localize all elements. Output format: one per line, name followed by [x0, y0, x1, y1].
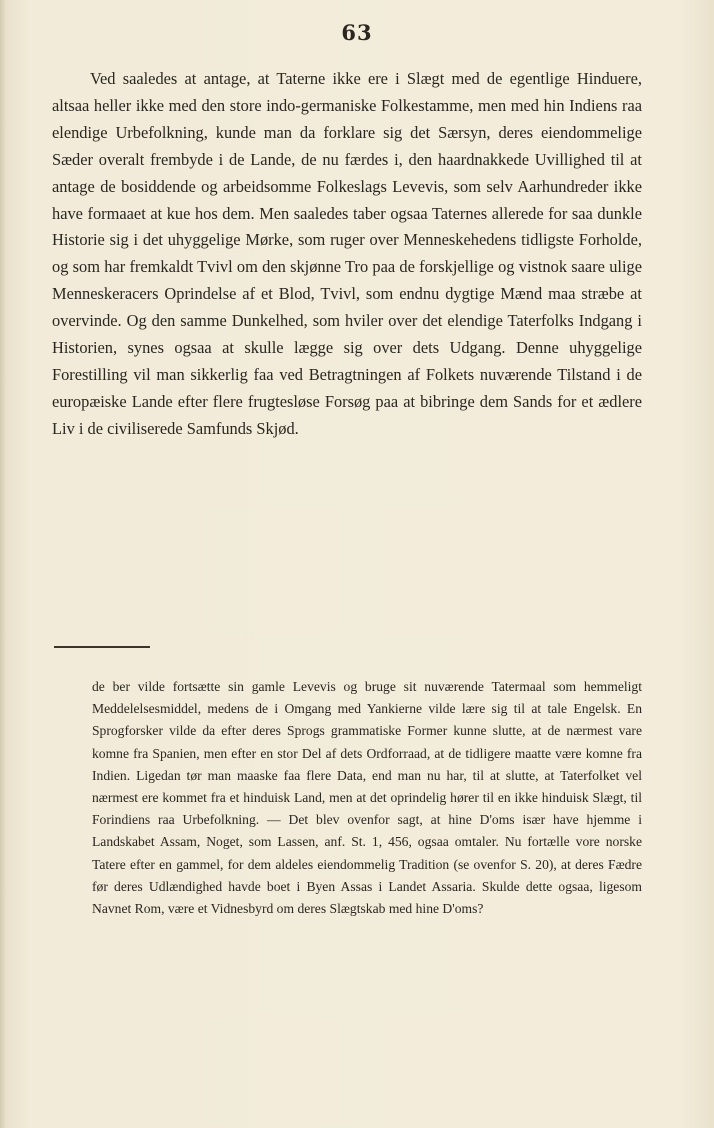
body-paragraph: Ved saaledes at antage, at Taterne ikke ere i Slægt med de egentlige Hinduere, altsaa heller ikke med den store indo-germaniske Folkestamme, men med hin Indiens raa elendige Urbefolkning, kunde man da forklare sig det Særsyn, deres eiendommelige Sæder overalt frembyde i de Lande, de nu færdes i, den haardnakkede Uvillighed til at antage de bosiddende og arbeidsomme Folkeslags Levevis, som selv Aarhundreder ikke have formaaet at kue hos dem. Men saaledes taber ogsaa Taternes allerede for saa dunkle Historie sig i det uhyggelige Mørke, som ruger over Menneskehedens tidligste Forholde, og som har fremkaldt Tvivl om den skjønne Tro paa de forskjellige og vistnok saare ulige Menneskeracers Oprindelse af et Blod, Tvivl, som endnu dygtige Mænd maa stræbe at overvinde. Og den samme Dunkelhed, som hviler over det elendige Taterfolks Indgang i Historien, synes ogsaa at skulle lægge sig over dets Udgang. Denne uhyggelige Forestilling vil man sikkerlig faa ved Betragtningen af Folkets nuværende Tilstand i de europæiske Lande efter flere frugtesløse Forsøg paa at bibringe dem Sands for et ædlere Liv i de civiliserede Samfunds Skjød.: [52, 69, 642, 438]
page-number: 63: [341, 20, 373, 45]
footnote-paragraph: de ber vilde fortsætte sin gamle Levevis og bruge sit nuværende Tatermaal som hemmeligt Meddelelsesmiddel, medens de i Omgang med Yankierne vilde lære sig til at tale Engelsk. En Sprogforsker vilde da efter deres Sprogs grammatiske Former kunne slutte, at de nærmest vare komne fra Spanien, men efter en stor Del af dets Ordforraad, at de tidligere maatte være komne fra Indien. Ligedan tør man maaske faa flere Data, end man nu har, til at slutte, at Taterfolket vel nærmest ere kommet fra et hinduisk Land, men at det oprindelig hører til en ikke hinduisk Slægt, til Forindiens raa Urbefolkning. — Det blev ovenfor sagt, at hine D'oms især have hjemme i Landskabet Assam, Noget, som Lassen, anf. St. 1, 456, ogsaa omtaler. Nu fortælle vore norske Tatere efter en gammel, for dem aldeles eiendommelig Tradition (se ovenfor S. 20), at deres Fædre før deres Udlændighed havde boet i Byen Assas i Landet Assaria. Skulde dette ogsaa, ligesom Navnet Rom, være et Vidnesbyrd om deres Slægtskab med hine D'oms?: [92, 679, 642, 917]
page-edge-shadow: [0, 0, 6, 1128]
main-body-text: [52, 66, 642, 443]
footnote-separator-rule: [54, 646, 150, 648]
footnote-block: [92, 676, 642, 920]
